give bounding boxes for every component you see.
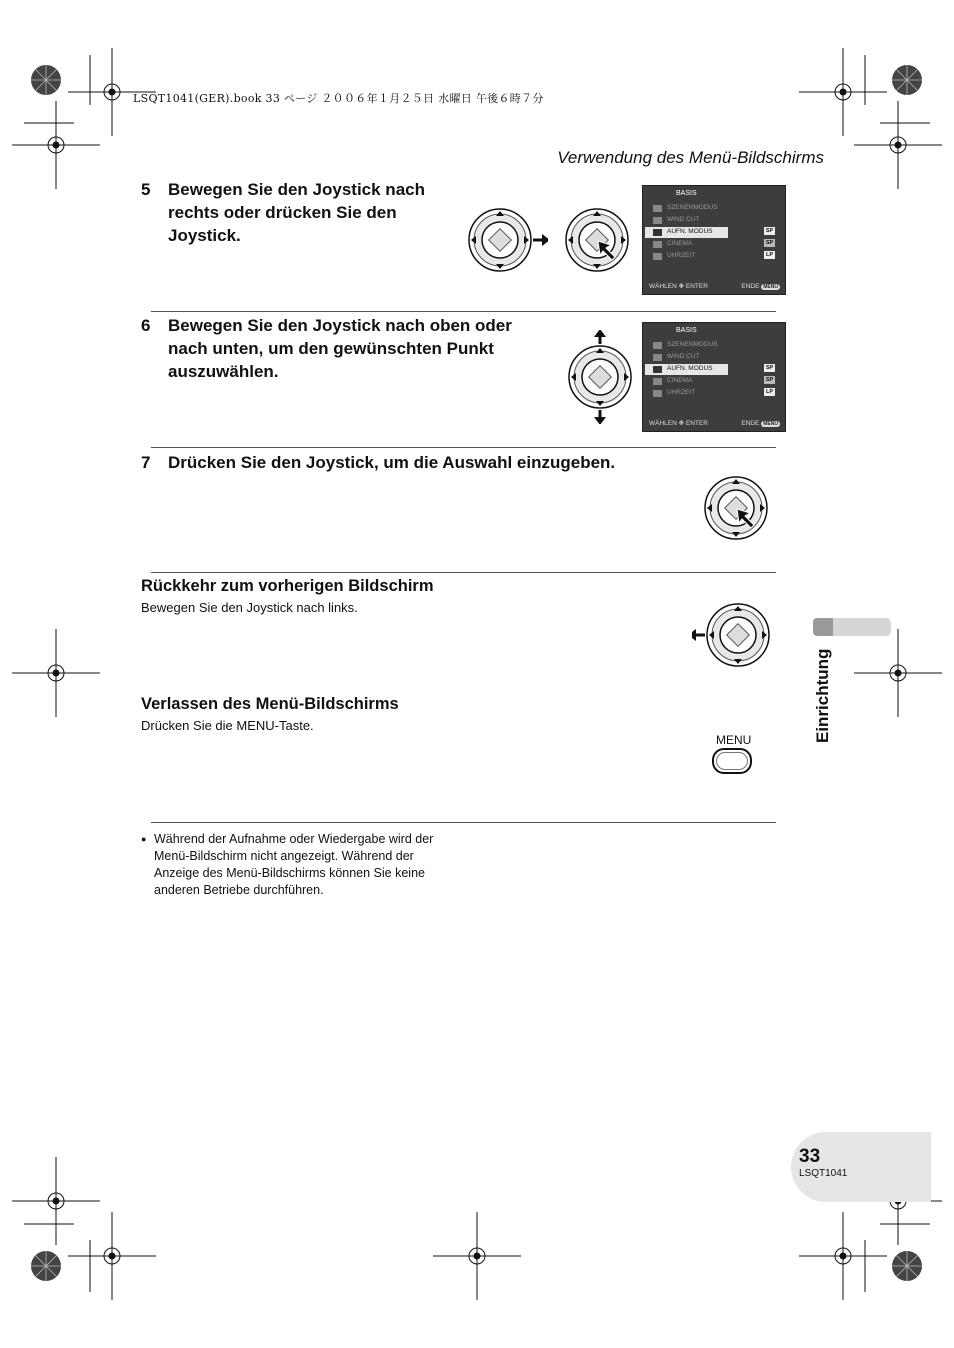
menu-item-icon — [653, 217, 662, 224]
menu-item-icon — [653, 390, 662, 397]
exit-section-title: Verlassen des Menü-Bildschirms — [141, 695, 399, 713]
menu-title: BASIS — [676, 190, 697, 197]
note-text: Während der Aufnahme oder Wiedergabe wird der Menü-Bildschirm nicht angezeigt. Während der Anzeige des Menü-Bildschirms können Sie keine anderen Betriebe durchführen. — [154, 832, 434, 897]
divider — [151, 822, 776, 823]
menu-value-badge: SP — [765, 377, 774, 383]
section-side-label: Einrichtung — [813, 648, 832, 743]
menu-value-badge: LP — [765, 252, 774, 258]
menu-item-icon — [653, 229, 662, 236]
divider — [151, 447, 776, 448]
menu-item: UHRZEIT — [645, 251, 728, 262]
menu-item-icon — [653, 342, 662, 349]
menu-value-badge: SP — [765, 365, 774, 371]
menu-title: BASIS — [676, 327, 697, 334]
exit-section-body: Drücken Sie die MENU-Taste. — [141, 718, 314, 733]
joystick-press-icon — [563, 206, 631, 274]
menu-item-icon — [653, 354, 662, 361]
menu-footer-left: WÄHLEN ✥ ENTER — [649, 283, 708, 290]
joystick-up-down-icon — [565, 330, 635, 424]
page-number: 33 — [799, 1146, 821, 1167]
menu-value-badge: SP — [765, 240, 774, 246]
doc-code: LSQT1041 — [799, 1168, 848, 1179]
menu-item: WIND CUT — [645, 352, 728, 363]
menu-item: UHRZEIT — [645, 388, 728, 399]
menu-value-badge: LP — [765, 389, 774, 395]
divider — [151, 311, 776, 312]
return-section-title: Rückkehr zum vorherigen Bildschirm — [141, 577, 434, 595]
menu-value-badge: SP — [765, 228, 774, 234]
menu-item: CINEMA — [645, 376, 728, 387]
menu-screen-step5 — [642, 185, 786, 295]
side-tab-bar — [833, 618, 891, 636]
menu-footer-left: WÄHLEN ✥ ENTER — [649, 420, 708, 427]
menu-button-icon — [712, 748, 752, 774]
step-5-number: 5 — [141, 180, 151, 199]
menu-item: SZENENMODUS — [645, 203, 728, 214]
menu-item: WIND CUT — [645, 215, 728, 226]
step-7-number: 7 — [141, 453, 151, 472]
menu-item-icon — [653, 241, 662, 248]
menu-item-icon — [653, 253, 662, 260]
menu-item: AUFN. MODUS — [645, 364, 728, 375]
print-info: LSQT1041(GER).book 33 ページ ２００６年１月２５日 水曜日 午後６時７分 — [133, 92, 544, 105]
step-6-text: Bewegen Sie den Joystick nach oben oder nach unten, um den gewünschten Punkt auszuwählen. — [168, 316, 512, 381]
menu-item-icon — [653, 205, 662, 212]
menu-item: SZENENMODUS — [645, 340, 728, 351]
menu-screen-step6 — [642, 322, 786, 432]
divider — [151, 572, 776, 573]
menu-item: AUFN. MODUS — [645, 227, 728, 238]
note-bullet: ● — [141, 834, 147, 844]
return-section-body: Bewegen Sie den Joystick nach links. — [141, 600, 358, 615]
menu-item-icon — [653, 378, 662, 385]
step-6-number: 6 — [141, 316, 151, 335]
menu-button-label: MENU — [716, 733, 752, 747]
menu-footer-right: ENDE MENU — [741, 283, 778, 290]
joystick-press-icon — [702, 474, 770, 542]
menu-header — [643, 323, 785, 339]
menu-item: CINEMA — [645, 239, 728, 250]
step-5-text: Bewegen Sie den Joystick nach rechts oder drücken Sie den Joystick. — [168, 180, 425, 245]
joystick-right-icon — [466, 206, 548, 274]
step-7-text: Drücken Sie den Joystick, um die Auswahl einzugeben. — [168, 453, 616, 472]
menu-item-icon — [653, 366, 662, 373]
joystick-left-icon — [692, 601, 774, 669]
menu-footer-right: ENDE MENU — [741, 420, 778, 427]
side-tab-marker — [813, 618, 833, 636]
page-header-title: Verwendung des Menü-Bildschirms — [557, 148, 824, 167]
menu-header — [643, 186, 785, 202]
